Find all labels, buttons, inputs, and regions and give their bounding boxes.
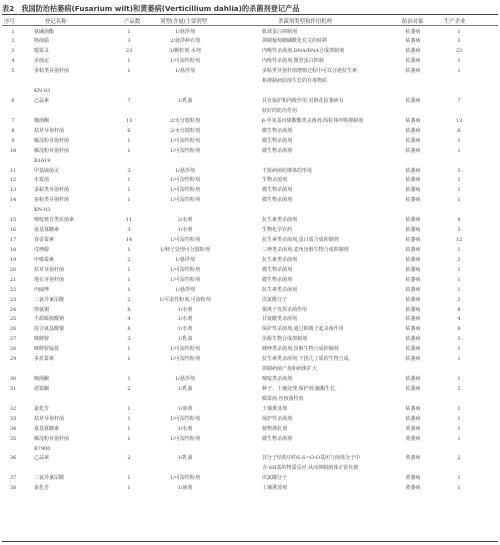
cell-no: 16: [9, 227, 17, 234]
cell-companies: 3: [457, 336, 461, 343]
cell-no: 3: [11, 48, 15, 55]
cell-name: 乙蒜素: [34, 455, 50, 462]
cell-count: 1: [127, 28, 131, 35]
cell-target: 黄萎病: [405, 485, 421, 492]
cell-count: 1: [127, 197, 131, 204]
cell-form: 1/可湿性粉剂,可溶粉剂: [159, 296, 211, 303]
cell-companies: 3: [457, 227, 461, 234]
cell-mechanism: 微生物杀菌剂: [262, 187, 293, 194]
cell-mechanism: 抗生素类杀菌剂,干扰几丁质的生物合成,: [262, 356, 351, 363]
cell-name: 多粘类芽孢杆菌: [34, 187, 70, 194]
cell-form: 1/水剂: [177, 306, 193, 313]
cell-target: 枯萎病: [405, 187, 421, 194]
bottom-rule: [2, 541, 498, 542]
cell-mechanism: 较好的防治作用: [262, 107, 298, 114]
cell-target: 枯萎病: [405, 276, 421, 283]
cell-target: 枯萎病: [405, 147, 421, 154]
cell-count: 1: [127, 356, 131, 363]
cell-form: 1/可湿性粉剂: [170, 187, 200, 194]
cell-mechanism: 微生物杀菌剂: [262, 435, 293, 442]
cell-companies: 3: [457, 38, 461, 45]
header-target: 防治对象: [402, 19, 424, 25]
cell-target: 枯萎病: [405, 227, 421, 234]
cell-name: 木霉菌: [34, 177, 50, 184]
cell-mechanism: 抗生素类杀菌剂: [262, 217, 298, 224]
cell-form: 1/可湿性粉剂: [170, 276, 200, 283]
cell-companies: 8: [457, 306, 461, 313]
cell-count: 1: [127, 68, 131, 75]
cell-companies: 2: [457, 296, 461, 303]
cell-target: 枯萎病: [405, 58, 421, 65]
cell-target: 黄萎病: [405, 455, 421, 462]
header-companies: 生产企业: [444, 19, 466, 25]
cell-no: 28: [9, 346, 17, 353]
cell-mechanism: 甘氨酸类杀菌剂: [262, 316, 298, 323]
cell-mechanism: 土壤熏蒸剂: [262, 485, 288, 492]
cell-mechanism: 生物杀菌剂: [262, 177, 288, 184]
cell-no: 10: [9, 147, 17, 154]
cell-form: 1/悬浮剂: [175, 256, 195, 263]
cell-companies: 1: [457, 425, 461, 432]
cell-no: 36: [9, 455, 17, 462]
cell-mechanism: 铜离子发挥杀菌作用: [262, 306, 308, 313]
cell-form: 1/乳油: [177, 385, 193, 392]
cell-target: 枯萎病: [405, 326, 421, 333]
cell-mechanism: 保护性杀菌剂: [262, 415, 293, 422]
cell-mechanism: 微生物杀菌剂: [262, 147, 293, 154]
cell-form: 2/水分散粒剂: [170, 117, 200, 124]
cell-companies: 1: [457, 286, 461, 293]
cell-target: 枯萎病: [405, 256, 421, 263]
cell-count: 1: [127, 485, 131, 492]
cell-form: 1/可湿性粉剂: [170, 237, 200, 244]
cell-target: 枯萎病: [405, 177, 421, 184]
cell-mechanism: 和抑制病原菌生长的有毒物质: [262, 78, 328, 85]
cell-no: 23: [9, 296, 17, 303]
cell-target: 枯萎病: [405, 376, 421, 383]
cell-form: 1/可湿性粉剂: [170, 415, 200, 422]
cell-mechanism: 保护性杀菌剂,通过铜离子起杀菌作用: [262, 326, 344, 333]
cell-target: 枯萎病: [405, 68, 421, 75]
cell-companies: 1: [457, 28, 461, 35]
cell-companies: 1: [457, 405, 461, 412]
header-rule: [2, 25, 498, 26]
cell-name: 丙硫唑: [34, 286, 50, 293]
cell-form: 2/水剂: [177, 217, 193, 224]
cell-mechanism: 生物化学农药: [262, 227, 293, 234]
cell-name: 解淀粉芽孢杆菌: [34, 137, 70, 144]
cell-name: 三氯异氰尿酸: [34, 475, 65, 482]
cell-count: 3: [127, 38, 131, 45]
cell-count: 1: [127, 425, 131, 432]
cell-companies: 1: [457, 415, 461, 422]
cell-companies: 1: [457, 197, 461, 204]
cell-mechanism: 其分子结构中的S-S=O-O基团与菌体分子中: [262, 455, 360, 462]
cell-count: 3: [127, 167, 131, 174]
cell-form: 1/水剂: [177, 326, 193, 333]
cell-name: 枯草芽孢杆菌: [34, 266, 65, 273]
cell-companies: 8: [457, 326, 461, 333]
cell-mechanism: 含-SH基的物质反应,从而抑制菌体正常代谢: [262, 465, 359, 472]
cell-companies: 4: [457, 316, 461, 323]
cell-companies: 1: [457, 485, 461, 492]
cell-companies: 1: [457, 246, 461, 253]
cell-name: 氨基寡糖素: [34, 425, 60, 432]
cell-target: 枯萎病: [405, 296, 421, 303]
cell-target: 枯萎病: [405, 385, 421, 392]
cell-no: 18: [9, 246, 17, 253]
table-number: 表2: [2, 4, 15, 13]
cell-form: 1/可湿性粉剂: [170, 435, 200, 442]
cell-no: 20: [9, 266, 17, 273]
cell-no: 6: [11, 98, 15, 104]
cell-no: 11: [9, 167, 17, 174]
cell-name: 嘧菌酮: [34, 376, 50, 383]
cell-target: 枯萎病: [405, 217, 421, 224]
cell-mechanism: 土壤熏蒸剂: [262, 405, 288, 412]
cell-name: 氯化苦: [34, 405, 50, 412]
cell-no: 1: [11, 28, 15, 35]
cell-mechanism: 肌球蛋白抑制剂: [262, 28, 298, 35]
cell-mechanism: 具有保护和内吸作用,对棉花枯萎病有: [262, 98, 344, 104]
cell-companies: 1: [457, 356, 461, 363]
cell-mechanism: 嘧啶类杀菌剂: [262, 376, 293, 383]
cell-count: 1: [127, 415, 131, 422]
cell-count: 14: [125, 237, 133, 244]
cell-form: 1/可湿性粉剂: [170, 356, 200, 363]
cell-no: 31: [9, 385, 17, 392]
cell-target: 枯萎病: [405, 167, 421, 174]
cell-target: 黄萎病: [405, 475, 421, 482]
cell-name: 氨基寡糖素: [34, 227, 60, 234]
cell-target: 枯萎病: [405, 316, 421, 323]
cell-no: 17: [9, 237, 17, 244]
cell-form: 1/可湿性粉剂: [170, 177, 200, 184]
cell-count: 2: [127, 385, 131, 392]
cell-companies: 1: [457, 187, 461, 194]
cell-name: 解淀粉芽孢杆菌: [34, 147, 70, 154]
cell-name: 咪鲜胺: [34, 336, 50, 343]
cell-no: 22: [9, 286, 17, 293]
cell-no: 29: [9, 356, 17, 363]
cell-target: 枯萎病: [405, 266, 421, 273]
cell-count: 8: [127, 306, 131, 313]
cell-name: 三氯异氰尿酸: [34, 296, 65, 303]
cell-mechanism: 三唑类杀菌剂,麦角甾醇生物合成抑制剂: [262, 246, 349, 253]
cell-form: 2/悬浮种衣剂: [170, 38, 200, 45]
cell-companies: 13: [455, 117, 463, 124]
cell-form: 1/悬浮剂: [175, 286, 195, 293]
cell-name: 解淀粉芽孢杆菌: [34, 435, 70, 442]
cell-target: 枯萎病: [405, 98, 421, 104]
cell-companies: 1: [457, 435, 461, 442]
cell-form: 1/悬浮剂: [175, 68, 195, 75]
cell-target: 枯萎病: [405, 117, 421, 124]
cell-no: 30: [9, 376, 17, 383]
cell-companies: 1: [457, 147, 461, 154]
cell-mechanism: β-甲氧基丙烯酸酯类杀菌剂,线粒体呼吸抑制剂: [262, 117, 364, 124]
cell-count: 1: [127, 187, 131, 194]
cell-name: 氯化苦: [34, 485, 50, 492]
cell-no: 13: [9, 187, 17, 194]
cell-mechanism: 抗生素类杀菌剂,蛋白质合成抑制剂: [262, 237, 339, 244]
cell-no: 15: [9, 217, 17, 224]
cell-no: 7: [11, 117, 15, 124]
cell-form: 1/乳油: [177, 455, 193, 462]
header-mechanism: 杀菌剂类型和作用机理: [278, 19, 332, 25]
cell-name: B7900: [34, 445, 51, 452]
cell-name: 乙蒜素: [34, 98, 50, 104]
cell-target: 枯萎病: [405, 127, 421, 134]
cell-name: 春雷霉素: [34, 237, 55, 244]
cell-mechanism: 抗生素类杀菌剂: [262, 256, 298, 263]
cell-name: 络氨铜: [34, 306, 50, 313]
cell-target: 枯萎病: [405, 356, 421, 363]
cell-no: 35: [9, 435, 17, 442]
header-no: 序号: [4, 19, 15, 25]
cell-form: 1/水剂: [177, 425, 193, 432]
cell-no: 5: [11, 68, 15, 75]
cell-target: 枯萎病: [405, 405, 421, 412]
cell-form: 1/水剂: [177, 227, 193, 234]
cell-form: 1/悬浮剂: [175, 167, 195, 174]
top-rule: [2, 14, 498, 15]
cell-count: 13: [125, 117, 133, 124]
cell-count: 1: [127, 58, 131, 65]
cell-count: 3: [127, 336, 131, 343]
cell-name: 多粘类芽孢杆菌: [34, 68, 70, 75]
cell-form: 1/可湿性粉剂: [170, 197, 200, 204]
cell-no: 32: [9, 405, 17, 412]
cell-form: 1/悬浮剂: [175, 376, 195, 383]
cell-companies: 1: [457, 276, 461, 283]
cell-form: 1/可湿性粉剂: [170, 346, 200, 353]
cell-no: 21: [9, 276, 17, 283]
cell-companies: 1: [457, 68, 461, 75]
cell-form: 1/可湿性粉剂: [170, 147, 200, 154]
cell-count: 1: [127, 405, 131, 412]
cell-mechanism: 咪唑类杀菌剂,甾醇生物合成抑制剂: [262, 346, 339, 353]
cell-name: KN-03: [34, 207, 51, 214]
cell-no: 14: [9, 197, 17, 204]
cell-form: 1/可湿性粉剂: [170, 58, 200, 65]
cell-mechanism: 微生物杀菌剂: [262, 137, 293, 144]
cell-form: 1/可湿性粉剂: [170, 266, 200, 273]
cell-no: 12: [9, 177, 17, 184]
header-count: 产品数: [124, 19, 141, 25]
cell-target: 黄萎病: [405, 435, 421, 442]
cell-count: 1: [127, 266, 131, 273]
cell-no: 34: [9, 425, 17, 432]
cell-companies: 1: [457, 346, 461, 353]
cell-target: 枯萎病: [405, 415, 421, 422]
cell-name: 丰源腐植酸钠: [34, 316, 65, 323]
cell-mechanism: 腐霉菌,丝核菌特效: [262, 395, 304, 402]
cell-companies: 7: [457, 98, 461, 104]
cell-name: KN-03: [34, 88, 51, 95]
cell-companies: 23: [455, 48, 463, 55]
cell-name: 申嗪霉素: [34, 256, 55, 263]
cell-name: 地衣芽孢杆菌: [34, 276, 65, 283]
cell-no: 27: [9, 336, 17, 343]
cell-form: 1/可湿性粉剂: [170, 475, 200, 482]
cell-name: 混合氨基酸铜: [34, 326, 65, 333]
cell-name: 嘧啶核苷类抗菌素: [34, 217, 75, 224]
cell-companies: 1: [457, 266, 461, 273]
cell-count: 1: [127, 177, 131, 184]
cell-count: 1: [127, 137, 131, 144]
cell-no: 19: [9, 256, 17, 263]
cell-target: 枯萎病: [405, 346, 421, 353]
cell-mechanism: 抗生素类杀菌剂: [262, 286, 298, 293]
cell-name: 多菌定: [34, 58, 50, 65]
cell-count: 11: [125, 217, 133, 224]
cell-count: 1: [127, 286, 131, 293]
cell-target: 枯萎病: [405, 38, 421, 45]
cell-form: 1/液剂: [177, 405, 193, 412]
cell-form: 1/种子处理可分散粉剂: [160, 246, 210, 253]
cell-mechanism: 种子、土壤处理,保护剂,触酶生长,: [262, 385, 337, 392]
cell-no: 8: [11, 127, 15, 134]
cell-mechanism: 抑制病菌产孢和病斑扩大: [262, 366, 318, 373]
cell-name: 噻菌酮: [34, 117, 50, 124]
cell-name: 枯草芽孢杆菌: [34, 415, 65, 422]
cell-count: 1: [127, 376, 131, 383]
cell-name: 咯菌腈: [34, 38, 50, 45]
cell-count: 1: [127, 346, 131, 353]
cell-count: 2: [127, 455, 131, 462]
cell-count: 6: [127, 127, 131, 134]
cell-count: 1: [127, 435, 131, 442]
cell-mechanism: 次氯酸分子: [262, 475, 288, 482]
cell-count: 1: [127, 147, 131, 154]
cell-mechanism: 微生物杀菌剂: [262, 266, 293, 273]
cell-target: 枯萎病: [405, 197, 421, 204]
cell-mechanism: 内吸性杀菌剂,微管蛋白抑制: [262, 58, 324, 65]
cell-companies: 1: [457, 58, 461, 65]
cell-no: 2: [11, 38, 15, 45]
cell-no: 9: [11, 137, 15, 144]
cell-mechanism: 干扰病菌纺锤体的形成: [262, 167, 313, 174]
cell-count: 8: [127, 326, 131, 333]
cell-form: 1/乳油: [177, 336, 193, 343]
cell-companies: 1: [457, 475, 461, 482]
cell-target: 枯萎病: [405, 246, 421, 253]
cell-no: 33: [9, 415, 17, 422]
cell-target: 黄萎病: [405, 425, 421, 432]
cell-mechanism: 内吸性杀菌剂,DNA/RNA合成抑制剂: [262, 48, 345, 55]
cell-companies: 12: [455, 237, 463, 244]
cell-target: 枯萎病: [405, 306, 421, 313]
cell-count: 1: [127, 246, 131, 253]
cell-form: 1/液剂: [177, 485, 193, 492]
cell-count: 3: [127, 227, 131, 234]
cell-count: 4: [127, 316, 131, 323]
cell-companies: 3: [457, 167, 461, 174]
cell-target: 枯萎病: [405, 237, 421, 244]
cell-count: 1: [127, 276, 131, 283]
cell-form: 1/水剂: [177, 316, 193, 323]
cell-mechanism: 多粘类芽孢杆菌增殖过程中可以分泌抗生素: [262, 68, 358, 75]
cell-count: 2: [127, 296, 131, 303]
header-name: 登记名称: [45, 19, 67, 25]
cell-name: 甲基硫菌灵: [34, 167, 60, 174]
cell-target: 枯萎病: [405, 48, 421, 55]
cell-companies: 1: [457, 177, 461, 184]
cell-mechanism: 次氯酸分子: [262, 296, 288, 303]
cell-mechanism: 抑制葡萄糖磷酰化有关的转移: [262, 38, 328, 45]
cell-companies: 1: [457, 137, 461, 144]
cell-no: 26: [9, 326, 17, 333]
cell-name: 枯草芽孢杆菌: [34, 127, 65, 134]
cell-form: 1/悬浮剂: [175, 28, 195, 35]
table-title: [2, 4, 299, 14]
cell-companies: 9: [457, 217, 461, 224]
cell-count: 7: [127, 98, 131, 104]
cell-form: 1/乳油: [177, 98, 193, 104]
cell-name: 咪鲜胺锰盐: [34, 346, 60, 353]
cell-target: 枯萎病: [405, 286, 421, 293]
cell-no: 38: [9, 485, 17, 492]
cell-name: 噁霉灵: [34, 48, 50, 55]
cell-mechanism: 甾醇生物合成抑制剂: [262, 336, 308, 343]
cell-no: 37: [9, 475, 17, 482]
cell-name: 多抗霉素: [34, 356, 55, 363]
cell-no: 4: [11, 58, 15, 65]
cell-mechanism: 微生物杀菌剂: [262, 276, 293, 283]
cell-companies: 2: [457, 455, 461, 462]
cell-name: 戊唑醇: [34, 246, 50, 253]
cell-no: 24: [9, 306, 17, 313]
cell-form: 1/可湿性粉剂: [170, 137, 200, 144]
cell-companies: 1: [457, 376, 461, 383]
cell-no: 25: [9, 316, 17, 323]
cell-form: 3/颗粒剂,水剂: [169, 48, 201, 55]
cell-mechanism: 植物诱抗剂: [262, 425, 288, 432]
cell-name: B1619: [34, 157, 51, 164]
cell-count: 2: [127, 256, 131, 263]
cell-target: 枯萎病: [405, 336, 421, 343]
cell-name: 多粘类芽孢杆菌: [34, 197, 70, 204]
header-form: 剂型(含量/主要剂型: [160, 19, 208, 25]
cell-name: 氨碱菌酯: [34, 28, 55, 35]
cell-name: 恶霉酮: [34, 385, 50, 392]
cell-target: 枯萎病: [405, 137, 421, 144]
cell-count: 1: [127, 475, 131, 482]
cell-companies: 2: [457, 385, 461, 392]
cell-mechanism: 微生物杀菌剂: [262, 127, 293, 134]
cell-companies: 6: [457, 127, 461, 134]
cell-mechanism: 微生物杀菌剂: [262, 197, 293, 204]
cell-form: 2/水分散粒剂: [170, 127, 200, 134]
cell-target: 枯萎病: [405, 28, 421, 35]
cell-count: 23: [125, 48, 133, 55]
table-caption: 我国防治枯萎病(Fusarium wilt)和黄萎病(Verticillium dahlia)的杀菌剂登记产品: [21, 4, 300, 13]
cell-companies: 2: [457, 256, 461, 263]
